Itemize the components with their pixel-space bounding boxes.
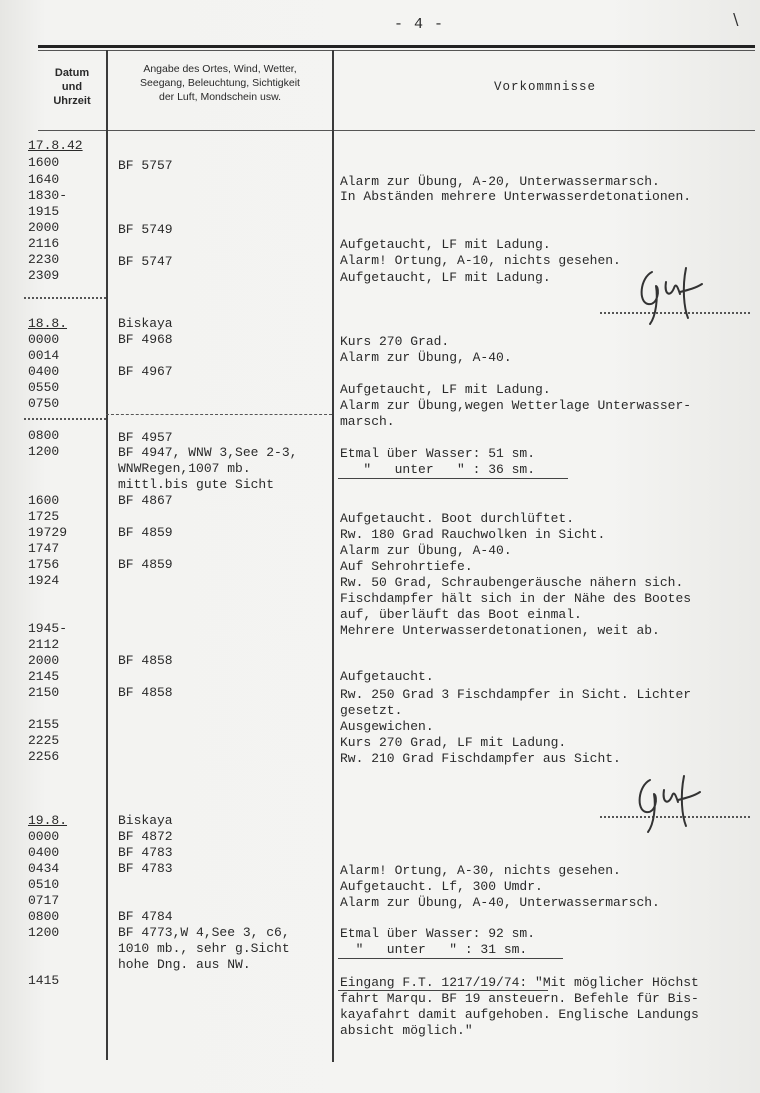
time-entry: 0800 [28, 909, 60, 924]
event-entry: Eingang F.T. 1217/19/74: "Mit möglicher Höchst [340, 975, 699, 990]
weather-entry: mittl.bis gute Sicht [118, 477, 275, 492]
event-entry: Aufgetaucht. [340, 669, 434, 684]
time-entry: 1747 [28, 541, 60, 556]
time-entry: 2309 [28, 268, 60, 283]
position-entry: BF 5757 [118, 158, 173, 173]
event-entry: " unter " : 36 sm. [340, 462, 536, 477]
time-entry: 0434 [28, 861, 60, 876]
header-angabe-line: Angabe des Ortes, Wind, Wetter, [143, 63, 297, 75]
page-number: - 4 - [394, 16, 445, 33]
etmal-underline [338, 958, 563, 959]
header-angabe-line: Seegang, Beleuchtung, Sichtigkeit [140, 77, 300, 89]
event-entry: Alarm! Ortung, A-10, nichts gesehen. [340, 253, 621, 268]
time-entry: 0510 [28, 877, 60, 892]
event-entry: Rw. 210 Grad Fischdampfer aus Sicht. [340, 751, 621, 766]
position-entry: BF 4858 [118, 685, 173, 700]
time-entry: 1756 [28, 557, 60, 572]
position-entry: BF 4859 [118, 557, 173, 572]
position-entry: BF 4859 [118, 525, 173, 540]
event-entry: absicht möglich." [340, 1023, 473, 1038]
corner-tick-mark: ∖ [730, 12, 741, 30]
position-entry: Biskaya [118, 813, 173, 828]
position-entry: BF 4867 [118, 493, 173, 508]
event-entry: Etmal über Wasser: 51 sm. [340, 446, 536, 461]
date-entry: 17.8.42 [28, 138, 83, 153]
event-entry: Mehrere Unterwasserdetonationen, weit ab. [340, 623, 660, 638]
time-entry: 1915 [28, 204, 60, 219]
event-entry: " unter " : 31 sm. [340, 942, 528, 957]
time-entry: 0800 [28, 428, 60, 443]
time-entry: 1945- [28, 621, 68, 636]
event-entry: Alarm zur Übung, A-40. [340, 350, 512, 365]
event-entry: Rw. 50 Grad, Schraubengeräusche nähern sich. [340, 575, 684, 590]
time-entry: 2112 [28, 637, 60, 652]
event-entry: In Abständen mehrere Unterwasserdetonationen. [340, 189, 692, 204]
position-entry: BF 4957 [118, 430, 173, 445]
time-entry: 2155 [28, 717, 60, 732]
event-entry: Alarm zur Übung, A-20, Unterwassermarsch. [340, 174, 660, 189]
position-entry: BF 4968 [118, 332, 173, 347]
header-rule [38, 130, 755, 131]
position-entry: BF 4783 [118, 861, 173, 876]
handwritten-signature [630, 258, 710, 330]
header-datum-line: Datum [54, 67, 90, 79]
handwritten-signature [630, 768, 710, 840]
time-entry: 2225 [28, 733, 60, 748]
header-angabe [112, 62, 328, 104]
top-rule [38, 45, 755, 48]
header-datum [40, 66, 104, 108]
time-entry: 2145 [28, 669, 60, 684]
event-entry: Alarm zur Übung, A-40, Unterwassermarsch. [340, 895, 660, 910]
eingang-underline [338, 990, 548, 991]
event-entry: Aufgetaucht, LF mit Ladung. [340, 382, 551, 397]
time-entry: 1200 [28, 444, 60, 459]
date-entry: 18.8. [28, 316, 68, 331]
event-entry: Kurs 270 Grad. [340, 334, 450, 349]
event-entry: Alarm zur Übung, A-40. [340, 543, 512, 558]
event-entry: Aufgetaucht. Boot durchlüftet. [340, 511, 575, 526]
weather-entry: hohe Dng. aus NW. [118, 957, 251, 972]
event-entry: Ausgewichen. [340, 719, 434, 734]
time-entry: 1415 [28, 973, 60, 988]
position-entry: BF 4858 [118, 653, 173, 668]
event-entry: gesetzt. [340, 703, 403, 718]
watch-separator [24, 418, 106, 420]
time-entry: 2116 [28, 236, 60, 251]
time-entry: 2230 [28, 252, 60, 267]
header-datum-line: und [61, 81, 83, 93]
time-entry: 1600 [28, 493, 60, 508]
event-entry: Aufgetaucht. Lf, 300 Umdr. [340, 879, 543, 894]
position-entry: BF 4947, WNW 3,See 2-3, [118, 445, 298, 460]
time-entry: 2000 [28, 220, 60, 235]
event-entry: Aufgetaucht, LF mit Ladung. [340, 270, 551, 285]
header-vorkommnisse: Vorkommnisse [493, 80, 596, 94]
event-entry: fahrt Marqu. BF 19 ansteuern. Befehle für Bis- [340, 991, 699, 1006]
time-entry: 0000 [28, 332, 60, 347]
position-entry: BF 4872 [118, 829, 173, 844]
event-entry: Alarm zur Übung,wegen Wetterlage Unterwasser- [340, 398, 692, 413]
event-entry: kayafahrt damit aufgehoben. Englische Landungs [340, 1007, 699, 1022]
time-entry: 1725 [28, 509, 60, 524]
date-entry: 19.8. [28, 813, 68, 828]
time-entry: 0717 [28, 893, 60, 908]
top-rule-thin [38, 50, 755, 51]
header-angabe-line: der Luft, Mondschein usw. [159, 91, 281, 103]
event-entry: Kurs 270 Grad, LF mit Ladung. [340, 735, 567, 750]
time-entry: 0400 [28, 845, 60, 860]
weather-entry: 1010 mb., sehr g.Sicht [118, 941, 290, 956]
event-entry: Alarm! Ortung, A-30, nichts gesehen. [340, 863, 621, 878]
time-entry: 1640 [28, 172, 60, 187]
time-entry: 2150 [28, 685, 60, 700]
day-separator [24, 297, 106, 299]
position-entry: Biskaya [118, 316, 173, 331]
event-entry: Rw. 250 Grad 3 Fischdampfer in Sicht. Lichter [340, 687, 692, 702]
position-entry: BF 4773,W 4,See 3, c6, [118, 925, 290, 940]
position-entry: BF 4783 [118, 845, 173, 860]
time-entry: 2256 [28, 749, 60, 764]
time-entry: 0550 [28, 380, 60, 395]
etmal-underline [338, 478, 568, 479]
time-entry: 0750 [28, 396, 60, 411]
event-entry: Aufgetaucht, LF mit Ladung. [340, 237, 551, 252]
event-entry: Etmal über Wasser: 92 sm. [340, 926, 536, 941]
time-entry: 19729 [28, 525, 68, 540]
column-divider-2 [332, 50, 334, 1062]
event-entry: Rw. 180 Grad Rauchwolken in Sicht. [340, 527, 606, 542]
position-entry: BF 4967 [118, 364, 173, 379]
time-entry: 1924 [28, 573, 60, 588]
time-entry: 0000 [28, 829, 60, 844]
time-entry: 1830- [28, 188, 68, 203]
time-entry: 0014 [28, 348, 60, 363]
time-entry: 1600 [28, 155, 60, 170]
time-entry: 0400 [28, 364, 60, 379]
time-entry: 2000 [28, 653, 60, 668]
position-entry: BF 5747 [118, 254, 173, 269]
column-divider-1 [106, 50, 108, 1060]
header-datum-line: Uhrzeit [53, 95, 91, 107]
event-entry: auf, überläuft das Boot einmal. [340, 607, 582, 622]
watch-separator [106, 414, 332, 415]
time-entry: 1200 [28, 925, 60, 940]
event-entry: Auf Sehrohrtiefe. [340, 559, 473, 574]
event-entry: marsch. [340, 414, 395, 429]
weather-entry: WNWRegen,1007 mb. [118, 461, 251, 476]
position-entry: BF 5749 [118, 222, 173, 237]
event-entry: Fischdampfer hält sich in der Nähe des Bootes [340, 591, 692, 606]
position-entry: BF 4784 [118, 909, 173, 924]
